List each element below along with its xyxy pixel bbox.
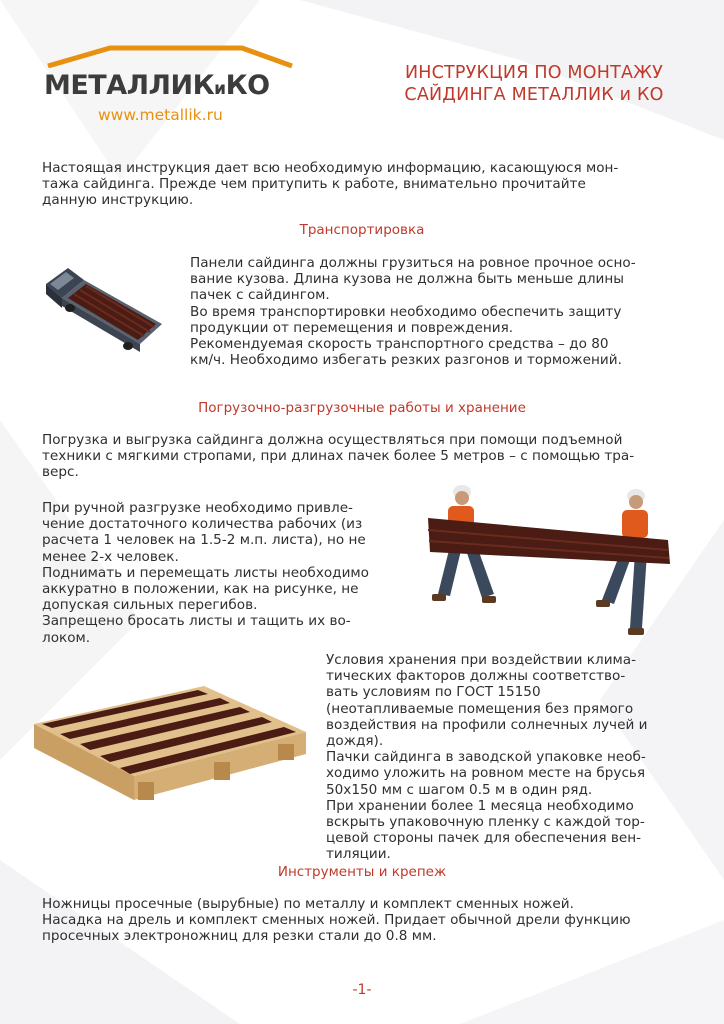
storage-line: (неотапливаемые помещения без прямого [326,700,634,717]
truck-illustration [40,262,168,358]
tools-line: просечных электроножниц для резки стали до 0.8 мм. [42,928,437,945]
intro-line: тажа сайдинга. Прежде чем притупить к работе, внимательно прочитайте [42,176,586,193]
loading-section-title: Погрузочно-разгрузочные работы и хранение [198,400,526,416]
tools-line: Ножницы просечные (вырубные) по металлу и комплект сменных ножей. [42,896,574,912]
loading-intro-line: Погрузка и выгрузка сайдинга должна осуществляться при помощи подъемной [42,432,623,448]
company-logo [42,42,302,128]
transport-line: Во время транспортировки необходимо обеспечить защиту [190,303,622,320]
transport-line: Панели сайдинга должны грузиться на ровное прочное осно- [190,255,636,271]
logo-roof-icon [42,42,302,68]
workers-carrying-panel-illustration [418,478,680,642]
loading-intro-line: техники с мягкими стропами, при длинах пачек более 5 метров – с помощью тра- [42,448,635,465]
manual-line: менее 2-х человек. [42,548,179,565]
storage-line: вать условиям по ГОСТ 15150 [326,684,541,701]
transport-line: Рекомендуемая скорость транспортного средства – до 80 [190,336,609,353]
logo-wordmark-and: и [214,79,226,99]
logo-wordmark-end: КО [225,70,270,101]
manual-line: При ручной разгрузке необходимо привле- [42,500,353,516]
transport-line: продукции от перемещения и повреждения. [190,319,514,336]
storage-line: Пачки сайдинга в заводской упаковке необ- [326,749,646,766]
transport-line: пачек с сайдингом. [190,287,330,304]
logo-wordmark: МЕТАЛЛИК [44,70,215,101]
loading-intro-paragraph [42,432,702,481]
transport-section-title: Транспортировка [299,222,425,238]
storage-line: При хранении более 1 месяца необходимо [326,797,634,814]
manual-line: Поднимать и перемещать листы необходимо [42,564,369,581]
storage-line: вскрыть упаковочную пленку с каждой тор- [326,814,645,831]
transport-paragraph [190,255,710,368]
intro-line: данную инструкцию. [42,192,194,209]
tools-section-title: Инструменты и крепеж [277,864,447,880]
manual-line: расчета 1 человек на 1.5-2 м.п. листа), но не [42,532,366,549]
transport-line: вание кузова. Длина кузова не должна быть меньше длины [190,271,624,288]
storage-line: воздействия на профили солнечных лучей и [326,716,648,733]
storage-line: 50х150 мм с шагом 0.5 м в один ряд. [326,781,593,798]
storage-line: цевой стороны пачек для обеспечения вен- [326,830,641,847]
storage-line: тиляции. [326,846,391,863]
manual-line: локом. [42,629,91,646]
intro-paragraph [42,160,702,209]
document-title-line-1: ИНСТРУКЦИЯ ПО МОНТАЖУ [404,63,664,83]
storage-line: тических факторов должны соответство- [326,668,626,685]
loading-intro-line: верс. [42,464,79,481]
manual-line: допуская сильных перегибов. [42,597,258,614]
storage-line: Условия хранения при воздействии клима- [326,652,637,668]
document-title-line-2: САЙДИНГА МЕТАЛЛИК и КО [404,85,664,105]
storage-line: ходимо уложить на ровном месте на брусья [326,765,646,782]
manual-unloading-paragraph [42,500,422,646]
storage-conditions-paragraph [326,652,706,863]
manual-line: чение достаточного количества рабочих (из [42,516,363,533]
transport-line: км/ч. Необходимо избегать резких разгонов и торможений. [190,352,622,369]
manual-line: Запрещено бросать листы и тащить их во- [42,613,351,630]
manual-line: аккуратно в положении, как на рисунке, не [42,581,359,598]
tools-line: Насадка на дрель и комплект сменных ножей. Придает обычной дрели функцию [42,912,631,929]
document-title [378,62,690,106]
storage-line: дождя). [326,733,384,750]
pallet-with-panels-illustration [34,672,306,812]
page-number: -1- [352,982,372,998]
tools-paragraph [42,896,702,945]
logo-url: www.metallik.ru [98,106,223,124]
intro-line: Настоящая инструкция дает всю необходимую информацию, касающуюся мон- [42,160,619,176]
